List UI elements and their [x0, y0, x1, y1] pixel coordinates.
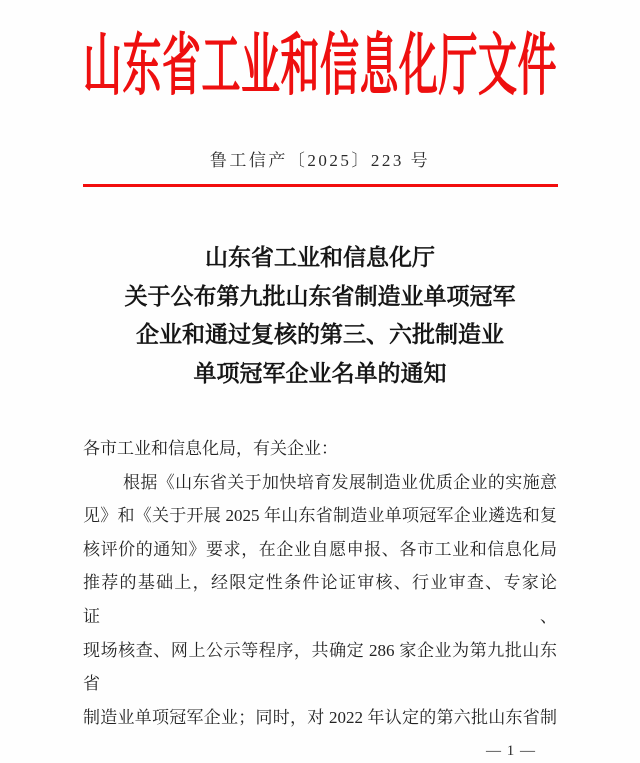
paragraph-line: 制造业单项冠军企业；同时，对 2022 年认定的第六批山东省制: [83, 707, 557, 727]
title-line-3: 企业和通过复核的第三、六批制造业: [136, 322, 504, 347]
paragraph-line: 见》和《关于开展 2025 年山东省制造业单项冠军企业遴选和复: [83, 506, 557, 526]
document-body: [83, 432, 557, 734]
document-number: 鲁工信产〔2025〕223 号: [209, 151, 431, 170]
letterhead-banner-text: 山东省工业和信息化厅文件: [82, 29, 557, 105]
document-title: [0, 239, 640, 393]
title-line-1: 山东省工业和信息化厅: [205, 245, 435, 270]
letterhead-banner: [0, 24, 640, 105]
paragraph-line: 现场核查、网上公示等程序，共确定 286 家企业为第九批山东省: [83, 640, 557, 694]
paragraph-line: 核评价的通知》要求，在企业自愿申报、各市工业和信息化局: [83, 539, 557, 559]
red-divider-line: [83, 184, 558, 187]
paragraph-line: 根据《山东省关于加快培育发展制造业优质企业的实施意: [123, 472, 557, 492]
title-line-2: 关于公布第九批山东省制造业单项冠军: [124, 283, 516, 309]
salutation-line: 各市工业和信息化局，有关企业：: [83, 439, 338, 458]
page-number: — 1 —: [486, 743, 536, 760]
title-line-4: 单项冠军企业名单的通知: [193, 360, 447, 386]
document-page: [0, 24, 640, 760]
paragraph-line: 推荐的基础上，经限定性条件论证审核、行业审查、专家论证、: [83, 573, 557, 626]
